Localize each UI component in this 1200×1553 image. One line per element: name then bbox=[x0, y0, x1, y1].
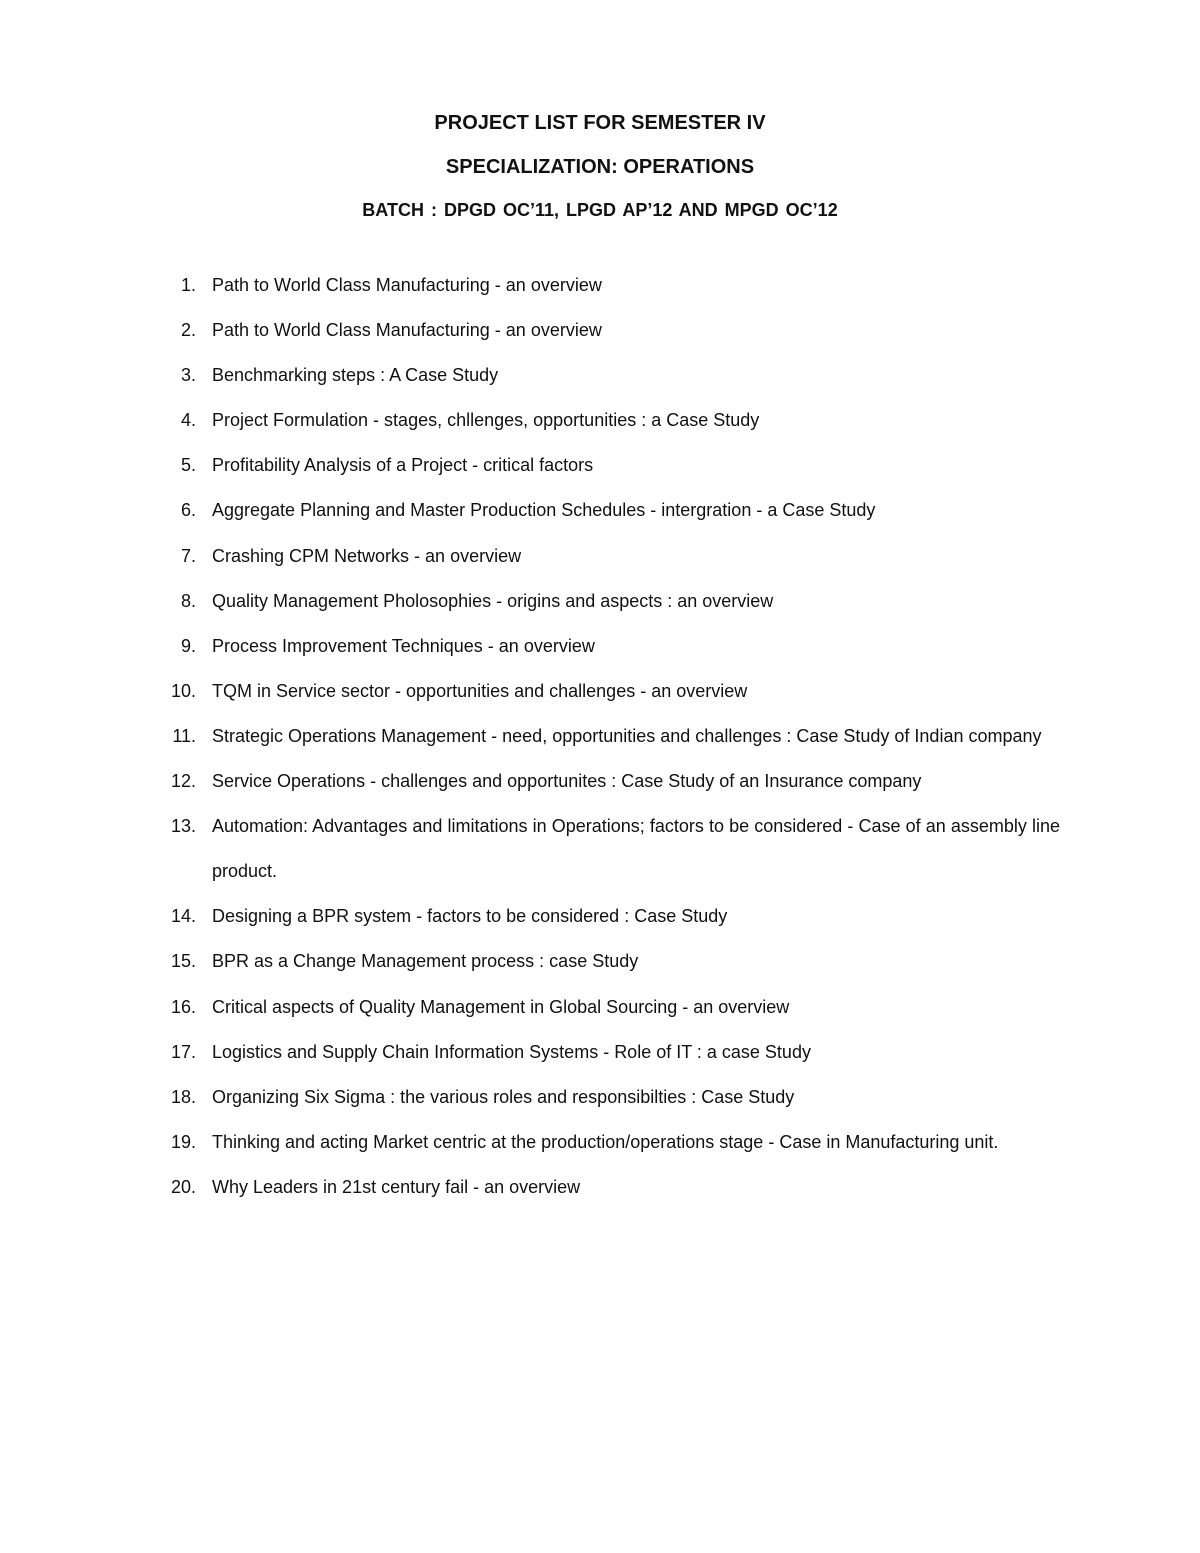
list-item bbox=[0, 714, 1200, 759]
item-text: Designing a BPR system - factors to be considered : Case Study bbox=[212, 906, 728, 927]
item-number: 8. bbox=[180, 590, 196, 611]
item-number: 1. bbox=[180, 275, 196, 295]
item-text: Process Improvement Techniques - an overview bbox=[212, 635, 595, 656]
list-item bbox=[0, 1075, 1200, 1120]
item-text: Quality Management Pholosophies - origins and aspects : an overview bbox=[212, 590, 774, 611]
item-text: Service Operations - challenges and opportunites : Case Study of an Insurance company bbox=[212, 771, 922, 792]
item-text: Why Leaders in 21st century fail - an overview bbox=[212, 1176, 581, 1197]
item-number: 2. bbox=[180, 320, 196, 341]
list-item bbox=[0, 263, 1200, 308]
item-number: 15. bbox=[170, 951, 196, 972]
item-number: 11. bbox=[172, 725, 196, 746]
list-item bbox=[0, 894, 1200, 939]
document-title: PROJECT LIST FOR SEMESTER IV bbox=[434, 112, 766, 134]
list-item bbox=[0, 488, 1200, 533]
item-text: BPR as a Change Management process : case Study bbox=[212, 951, 639, 972]
item-text: Thinking and acting Market centric at the production/operations stage - Case in Manufacturing unit. bbox=[212, 1131, 999, 1152]
list-item bbox=[0, 398, 1200, 443]
list-item bbox=[0, 1120, 1200, 1165]
list-item bbox=[0, 939, 1200, 984]
list-item bbox=[0, 669, 1200, 714]
list-item bbox=[0, 804, 1200, 894]
item-number: 10. bbox=[170, 680, 196, 701]
item-text: Critical aspects of Quality Management in Global Sourcing - an overview bbox=[212, 996, 790, 1017]
list-item bbox=[0, 534, 1200, 579]
item-number: 12. bbox=[170, 771, 196, 792]
item-number: 17. bbox=[170, 1041, 196, 1062]
list-item bbox=[0, 579, 1200, 624]
item-number: 13. bbox=[170, 816, 196, 837]
list-item bbox=[0, 985, 1200, 1030]
item-number: 6. bbox=[180, 500, 196, 521]
item-text: Organizing Six Sigma : the various roles and responsibilties : Case Study bbox=[212, 1086, 795, 1107]
item-text: Project Formulation - stages, chllenges, opportunities : a Case Study bbox=[212, 410, 760, 431]
item-text: Crashing CPM Networks - an overview bbox=[212, 545, 522, 566]
item-number: 18. bbox=[170, 1086, 196, 1107]
project-list bbox=[0, 263, 1200, 1210]
list-item bbox=[0, 624, 1200, 669]
item-text: Profitability Analysis of a Project - critical factors bbox=[212, 455, 594, 476]
item-text: Benchmarking steps : A Case Study bbox=[212, 365, 499, 386]
list-item bbox=[0, 1030, 1200, 1075]
list-item bbox=[0, 1165, 1200, 1210]
list-item bbox=[0, 759, 1200, 804]
item-number: 20. bbox=[170, 1176, 196, 1197]
item-number: 9. bbox=[180, 635, 196, 656]
item-text: Path to World Class Manufacturing - an overview bbox=[212, 275, 602, 295]
item-text: TQM in Service sector - opportunities and challenges - an overview bbox=[212, 680, 748, 701]
item-text: Logistics and Supply Chain Information Systems - Role of IT : a case Study bbox=[212, 1041, 811, 1062]
item-number: 19. bbox=[170, 1131, 196, 1152]
item-number: 16. bbox=[170, 996, 196, 1017]
item-text: Aggregate Planning and Master Production Schedules - intergration - a Case Study bbox=[212, 500, 876, 521]
item-number: 3. bbox=[180, 365, 196, 386]
item-text: Path to World Class Manufacturing - an overview bbox=[212, 320, 602, 341]
item-text: Strategic Operations Management - need, opportunities and challenges : Case Study of Indian company bbox=[212, 725, 1042, 746]
list-item bbox=[0, 308, 1200, 353]
list-item bbox=[0, 353, 1200, 398]
item-number: 4. bbox=[180, 410, 196, 431]
item-number: 7. bbox=[180, 545, 196, 566]
batch-heading: BATCH : DPGD OC’11, LPGD AP’12 AND MPGD OC’12 bbox=[362, 200, 838, 220]
item-text: Automation: Advantages and limitations in Operations; factors to be considered - Case of an assembly line product. bbox=[212, 816, 1060, 882]
item-number: 14. bbox=[170, 906, 196, 927]
list-item bbox=[0, 443, 1200, 488]
item-number: 5. bbox=[180, 455, 196, 476]
specialization-heading: SPECIALIZATION: OPERATIONS bbox=[445, 156, 755, 178]
